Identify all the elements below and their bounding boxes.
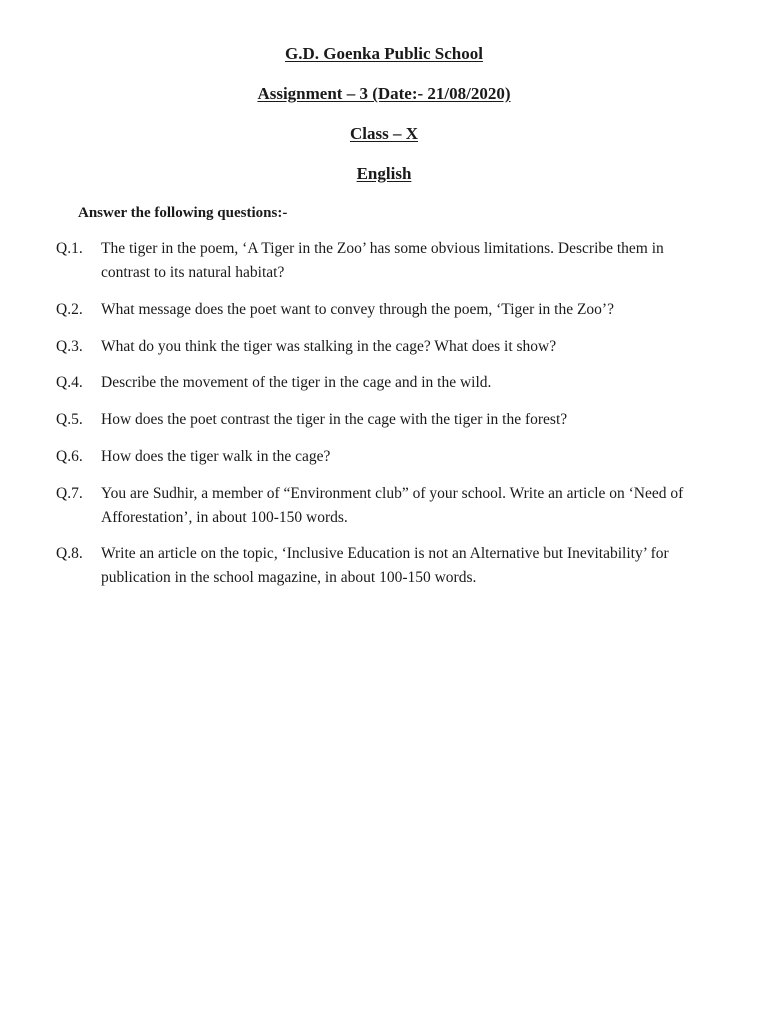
- class-title: [0, 124, 768, 144]
- question-number: Q.4.: [56, 374, 83, 391]
- question-number: Q.1.: [56, 240, 83, 257]
- question-text: What message does the poet want to convey through the poem, ‘Tiger in the Zoo’?: [101, 301, 614, 318]
- question-number: Q.6.: [56, 448, 83, 465]
- question-text: What do you think the tiger was stalking in the cage? What does it show?: [101, 338, 557, 355]
- question-text: Describe the movement of the tiger in the cage and in the wild.: [101, 374, 492, 391]
- question-text: The tiger in the poem, ‘A Tiger in the Zoo’ has some obvious limitations. Describe them in contrast to its natural habitat?: [101, 240, 664, 281]
- subject-title: [0, 164, 768, 184]
- instruction-text: Answer the following questions:-: [78, 205, 288, 221]
- question-number: Q.3.: [56, 338, 83, 355]
- question-item: [56, 371, 716, 395]
- question-text: How does the tiger walk in the cage?: [101, 448, 331, 465]
- question-number: Q.2.: [56, 301, 83, 318]
- question-item: [56, 482, 716, 530]
- question-item: [56, 298, 716, 322]
- question-item: [56, 445, 716, 469]
- question-text: You are Sudhir, a member of “Environment club” of your school. Write an article on ‘Need of Afforestation’, in about 100-150 words.: [101, 485, 684, 526]
- question-item: [56, 408, 716, 432]
- question-item: [56, 335, 716, 359]
- assignment-title: [0, 84, 768, 104]
- question-text: Write an article on the topic, ‘Inclusive Education is not an Alternative but Inevitability’ for publication in the school magazine, in about 100-150 words.: [101, 545, 669, 586]
- school-name: [0, 44, 768, 64]
- question-item: [56, 542, 716, 590]
- school-name-text: G.D. Goenka Public School: [285, 44, 483, 63]
- question-number: Q.7.: [56, 485, 83, 502]
- assignment-title-text: Assignment – 3 (Date:- 21/08/2020): [257, 84, 511, 103]
- question-number: Q.5.: [56, 411, 83, 428]
- question-text: How does the poet contrast the tiger in the cage with the tiger in the forest?: [101, 411, 568, 428]
- class-title-text: Class – X: [349, 124, 418, 143]
- subject-title-text: English: [356, 164, 412, 183]
- question-item: [56, 237, 716, 285]
- question-number: Q.8.: [56, 545, 83, 562]
